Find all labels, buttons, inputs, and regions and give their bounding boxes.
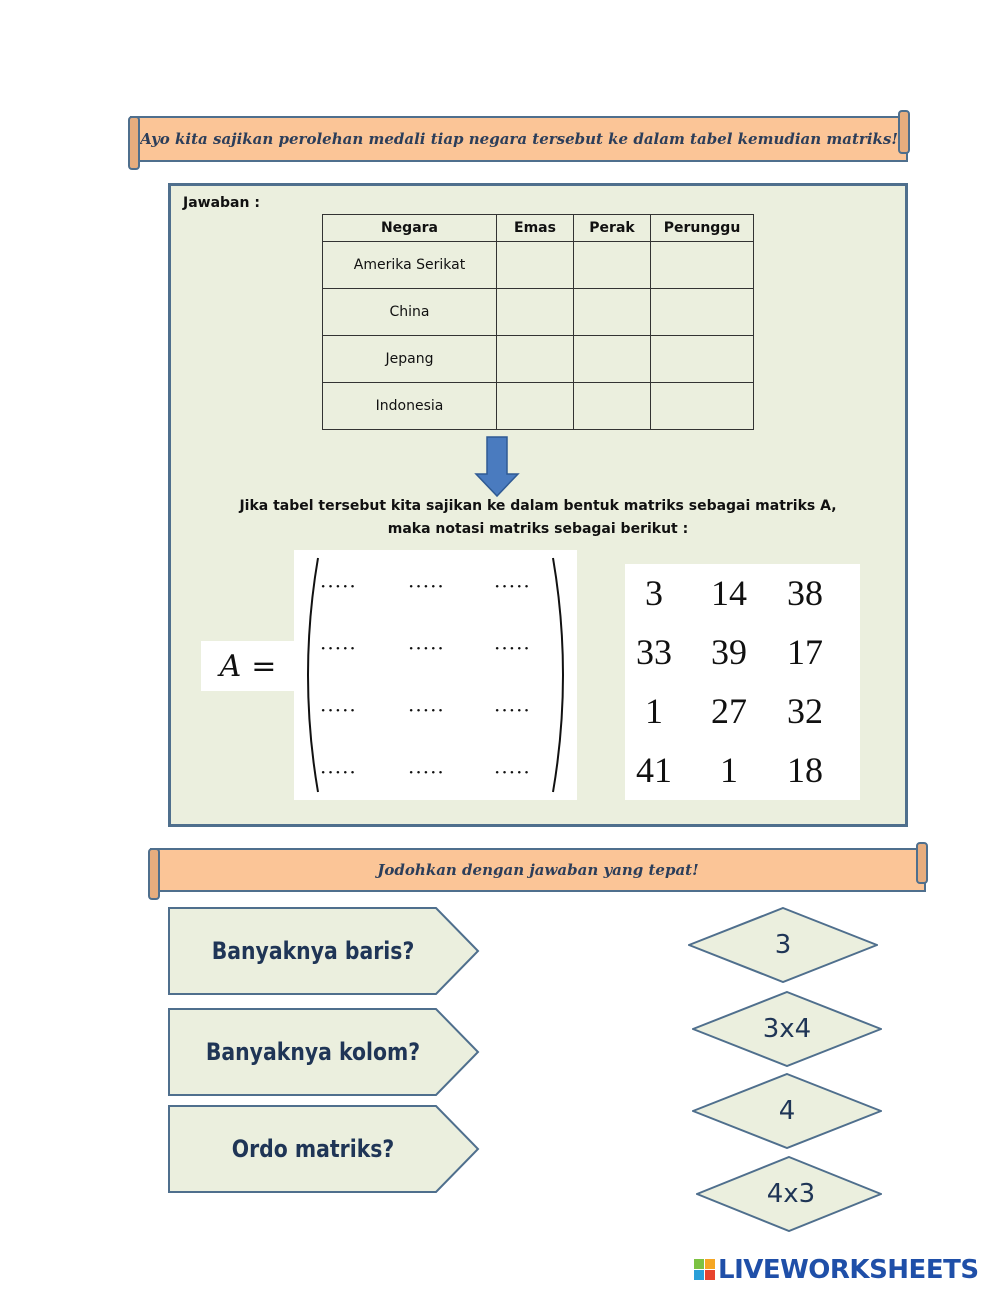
answer-text: 4	[778, 1096, 796, 1126]
answer-option-3x4[interactable]	[692, 991, 882, 1067]
number-chip[interactable]: 3	[645, 573, 663, 613]
perunggu-input-cell[interactable]	[651, 242, 754, 289]
perak-input-cell[interactable]	[574, 289, 651, 336]
answer-label: Jawaban :	[183, 195, 260, 211]
header-emas: Emas	[497, 215, 574, 242]
question-text: Ordo matriks?	[231, 1135, 395, 1163]
country-cell: China	[323, 289, 497, 336]
liveworksheets-logo	[694, 1255, 979, 1285]
number-chip[interactable]: 1	[720, 750, 738, 790]
matrix-cell[interactable]: ·····	[408, 698, 445, 722]
emas-input-cell[interactable]	[497, 383, 574, 430]
number-chip[interactable]: 39	[711, 632, 747, 672]
banner-scroll-curl	[916, 842, 928, 884]
table-row	[323, 289, 754, 336]
question-banyaknya-kolom[interactable]	[168, 1008, 480, 1096]
emas-input-cell[interactable]	[497, 336, 574, 383]
question-text: Banyaknya kolom?	[205, 1038, 421, 1066]
perunggu-input-cell[interactable]	[651, 336, 754, 383]
caption-line-2: maka notasi matriks sebagai berikut :	[387, 521, 689, 537]
number-chip[interactable]: 27	[711, 691, 747, 731]
table-row	[323, 383, 754, 430]
banner-scroll-curl	[898, 110, 910, 154]
medal-table	[322, 214, 754, 430]
matrix-cell[interactable]: ·····	[408, 574, 445, 598]
question-ordo-matriks[interactable]	[168, 1105, 480, 1193]
answer-text: 3	[774, 930, 792, 960]
matrix-cell[interactable]: ·····	[408, 760, 445, 784]
perak-input-cell[interactable]	[574, 383, 651, 430]
matrix-a-label	[201, 641, 295, 691]
perak-input-cell[interactable]	[574, 242, 651, 289]
instruction-banner	[130, 116, 908, 162]
answer-text: 4x3	[766, 1179, 816, 1209]
number-grid	[625, 564, 860, 800]
answer-option-3[interactable]	[688, 907, 878, 983]
banner-scroll-curl	[128, 116, 140, 170]
matching-banner	[150, 848, 926, 892]
perunggu-input-cell[interactable]	[651, 383, 754, 430]
number-chip[interactable]: 1	[645, 691, 663, 731]
number-chip[interactable]: 14	[711, 573, 747, 613]
emas-input-cell[interactable]	[497, 242, 574, 289]
header-perunggu: Perunggu	[651, 215, 754, 242]
matrix-cell[interactable]: ·····	[494, 574, 531, 598]
perak-input-cell[interactable]	[574, 336, 651, 383]
answer-text: 3x4	[762, 1014, 812, 1044]
number-chip[interactable]: 41	[636, 750, 672, 790]
number-chip[interactable]: 18	[787, 750, 823, 790]
question-banyaknya-baris[interactable]	[168, 907, 480, 995]
answer-option-4[interactable]	[692, 1073, 882, 1149]
table-row	[323, 336, 754, 383]
down-arrow-icon	[474, 436, 520, 498]
number-chip[interactable]: 17	[787, 632, 823, 672]
matrix-cell[interactable]: ·····	[320, 760, 357, 784]
matrix-cell[interactable]: ·····	[494, 636, 531, 660]
banner-scroll-curl	[148, 848, 160, 900]
country-cell: Amerika Serikat	[323, 242, 497, 289]
answer-option-4x3[interactable]	[696, 1156, 886, 1232]
perunggu-input-cell[interactable]	[651, 289, 754, 336]
logo-text: LIVEWORKSHEETS	[718, 1255, 979, 1285]
instruction-text: Ayo kita sajikan perolehan medali tiap negara tersebut ke dalam tabel kemudian matriks!	[140, 130, 898, 148]
equals-sign: =	[251, 648, 277, 684]
country-cell: Jepang	[323, 336, 497, 383]
matrix-cell[interactable]: ·····	[494, 698, 531, 722]
matrix-name: A	[219, 648, 242, 684]
table-row	[323, 242, 754, 289]
emas-input-cell[interactable]	[497, 289, 574, 336]
number-chip[interactable]: 33	[636, 632, 672, 672]
matrix-placeholder	[294, 550, 577, 800]
matrix-cell[interactable]: ·····	[320, 698, 357, 722]
header-perak: Perak	[574, 215, 651, 242]
header-negara: Negara	[323, 215, 497, 242]
number-chip[interactable]: 38	[787, 573, 823, 613]
matrix-cell[interactable]: ·····	[320, 636, 357, 660]
matrix-cell[interactable]: ·····	[320, 574, 357, 598]
question-text: Banyaknya baris?	[211, 937, 415, 965]
country-cell: Indonesia	[323, 383, 497, 430]
matching-instruction-text: Jodohkan dengan jawaban yang tepat!	[377, 861, 699, 879]
logo-badge-icon	[694, 1259, 716, 1281]
number-chip[interactable]: 32	[787, 691, 823, 731]
matrix-cell[interactable]: ·····	[494, 760, 531, 784]
matrix-cell[interactable]: ·····	[408, 636, 445, 660]
caption-line-1: Jika tabel tersebut kita sajikan ke dalam bentuk matriks sebagai matriks A,	[239, 498, 837, 514]
